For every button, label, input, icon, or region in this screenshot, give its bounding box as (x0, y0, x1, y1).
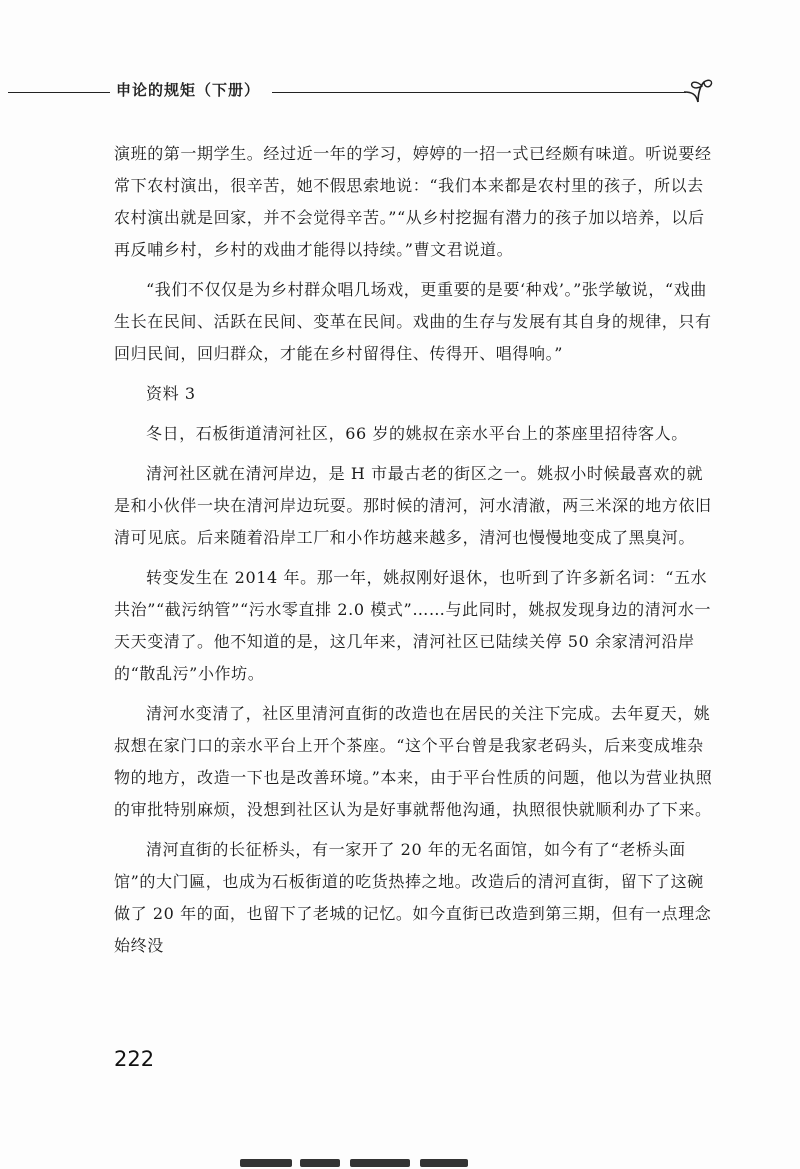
running-title: 申论的规矩（下册） (116, 81, 261, 99)
section-heading: 资料 3 (146, 384, 196, 403)
paragraph: 清河水变清了，社区里清河直街的改造也在居民的关注下完成。去年夏天，姚叔想在家门口的亲水平台上开个茶座。“这个平台曾是我家老码头，后来变成堆杂物的地方，改造一下也是改善环境。”本来，由于平台性质的问题，他以为营业执照的审批特别麻烦，没想到社区认为是好事就帮他沟通，执照很快就顺利办了下来。 (114, 704, 713, 819)
paragraph: 转变发生在 2014 年。那一年，姚叔刚好退休，也听到了许多新名词：“五水共治”“截污纳管”“污水零直排 2.0 模式”……与此同时，姚叔发现身边的清河水一天天变清了。他不知道的是，这几年来，清河社区已陆续关停 50 余家清河沿岸的“散乱污”小作坊。 (114, 568, 712, 683)
footer-fragment-mark (350, 1159, 410, 1167)
page-number: 222 (114, 1047, 155, 1071)
paragraph: 冬日，石板街道清河社区，66 岁的姚叔在亲水平台上的茶座里招待客人。 (146, 424, 688, 443)
paragraph: 演班的第一期学生。经过近一年的学习，婷婷的一招一式已经颇有味道。听说要经常下农村演出，很辛苦，她不假思索地说：“我们本来都是农村里的孩子，所以去农村演出就是回家，并不会觉得辛苦。”“从乡村挖掘有潜力的孩子加以培养，以后再反哺乡村，乡村的戏曲才能得以持续。”曹文君说道。 (114, 144, 712, 259)
paragraph: “我们不仅仅是为乡村群众唱几场戏，更重要的是要‘种戏’。”张学敏说，“戏曲生长在民间、活跃在民间、变革在民间。戏曲的生存与发展有其自身的规律，只有回归民间，回归群众，才能在乡村留得住、传得开、唱得响。” (114, 280, 712, 363)
footer-fragment-mark (420, 1159, 468, 1167)
footer-fragment-mark (300, 1159, 340, 1167)
footer-scan-fragment (240, 1155, 480, 1169)
sprout-icon (680, 76, 716, 106)
footer-fragment-mark (240, 1159, 292, 1167)
paragraph: 清河社区就在清河岸边，是 H 市最古老的街区之一。姚叔小时候最喜欢的就是和小伙伴一块在清河岸边玩耍。那时候的清河，河水清澈，两三米深的地方依旧清可见底。后来随着沿岸工厂和小作坊越来越多，清河也慢慢地变成了黑臭河。 (114, 464, 712, 547)
header-rule-right (272, 92, 686, 93)
header-rule-left (8, 92, 110, 93)
body-text (114, 138, 714, 970)
paragraph: 清河直街的长征桥头，有一家开了 20 年的无名面馆，如今有了“老桥头面馆”的大门匾，也成为石板街道的吃货热捧之地。改造后的清河直街，留下了这碗做了 20 年的面，也留下了老城的记忆。如今直街已改造到第三期，但有一点理念始终没 (114, 840, 712, 955)
running-header (0, 76, 800, 108)
